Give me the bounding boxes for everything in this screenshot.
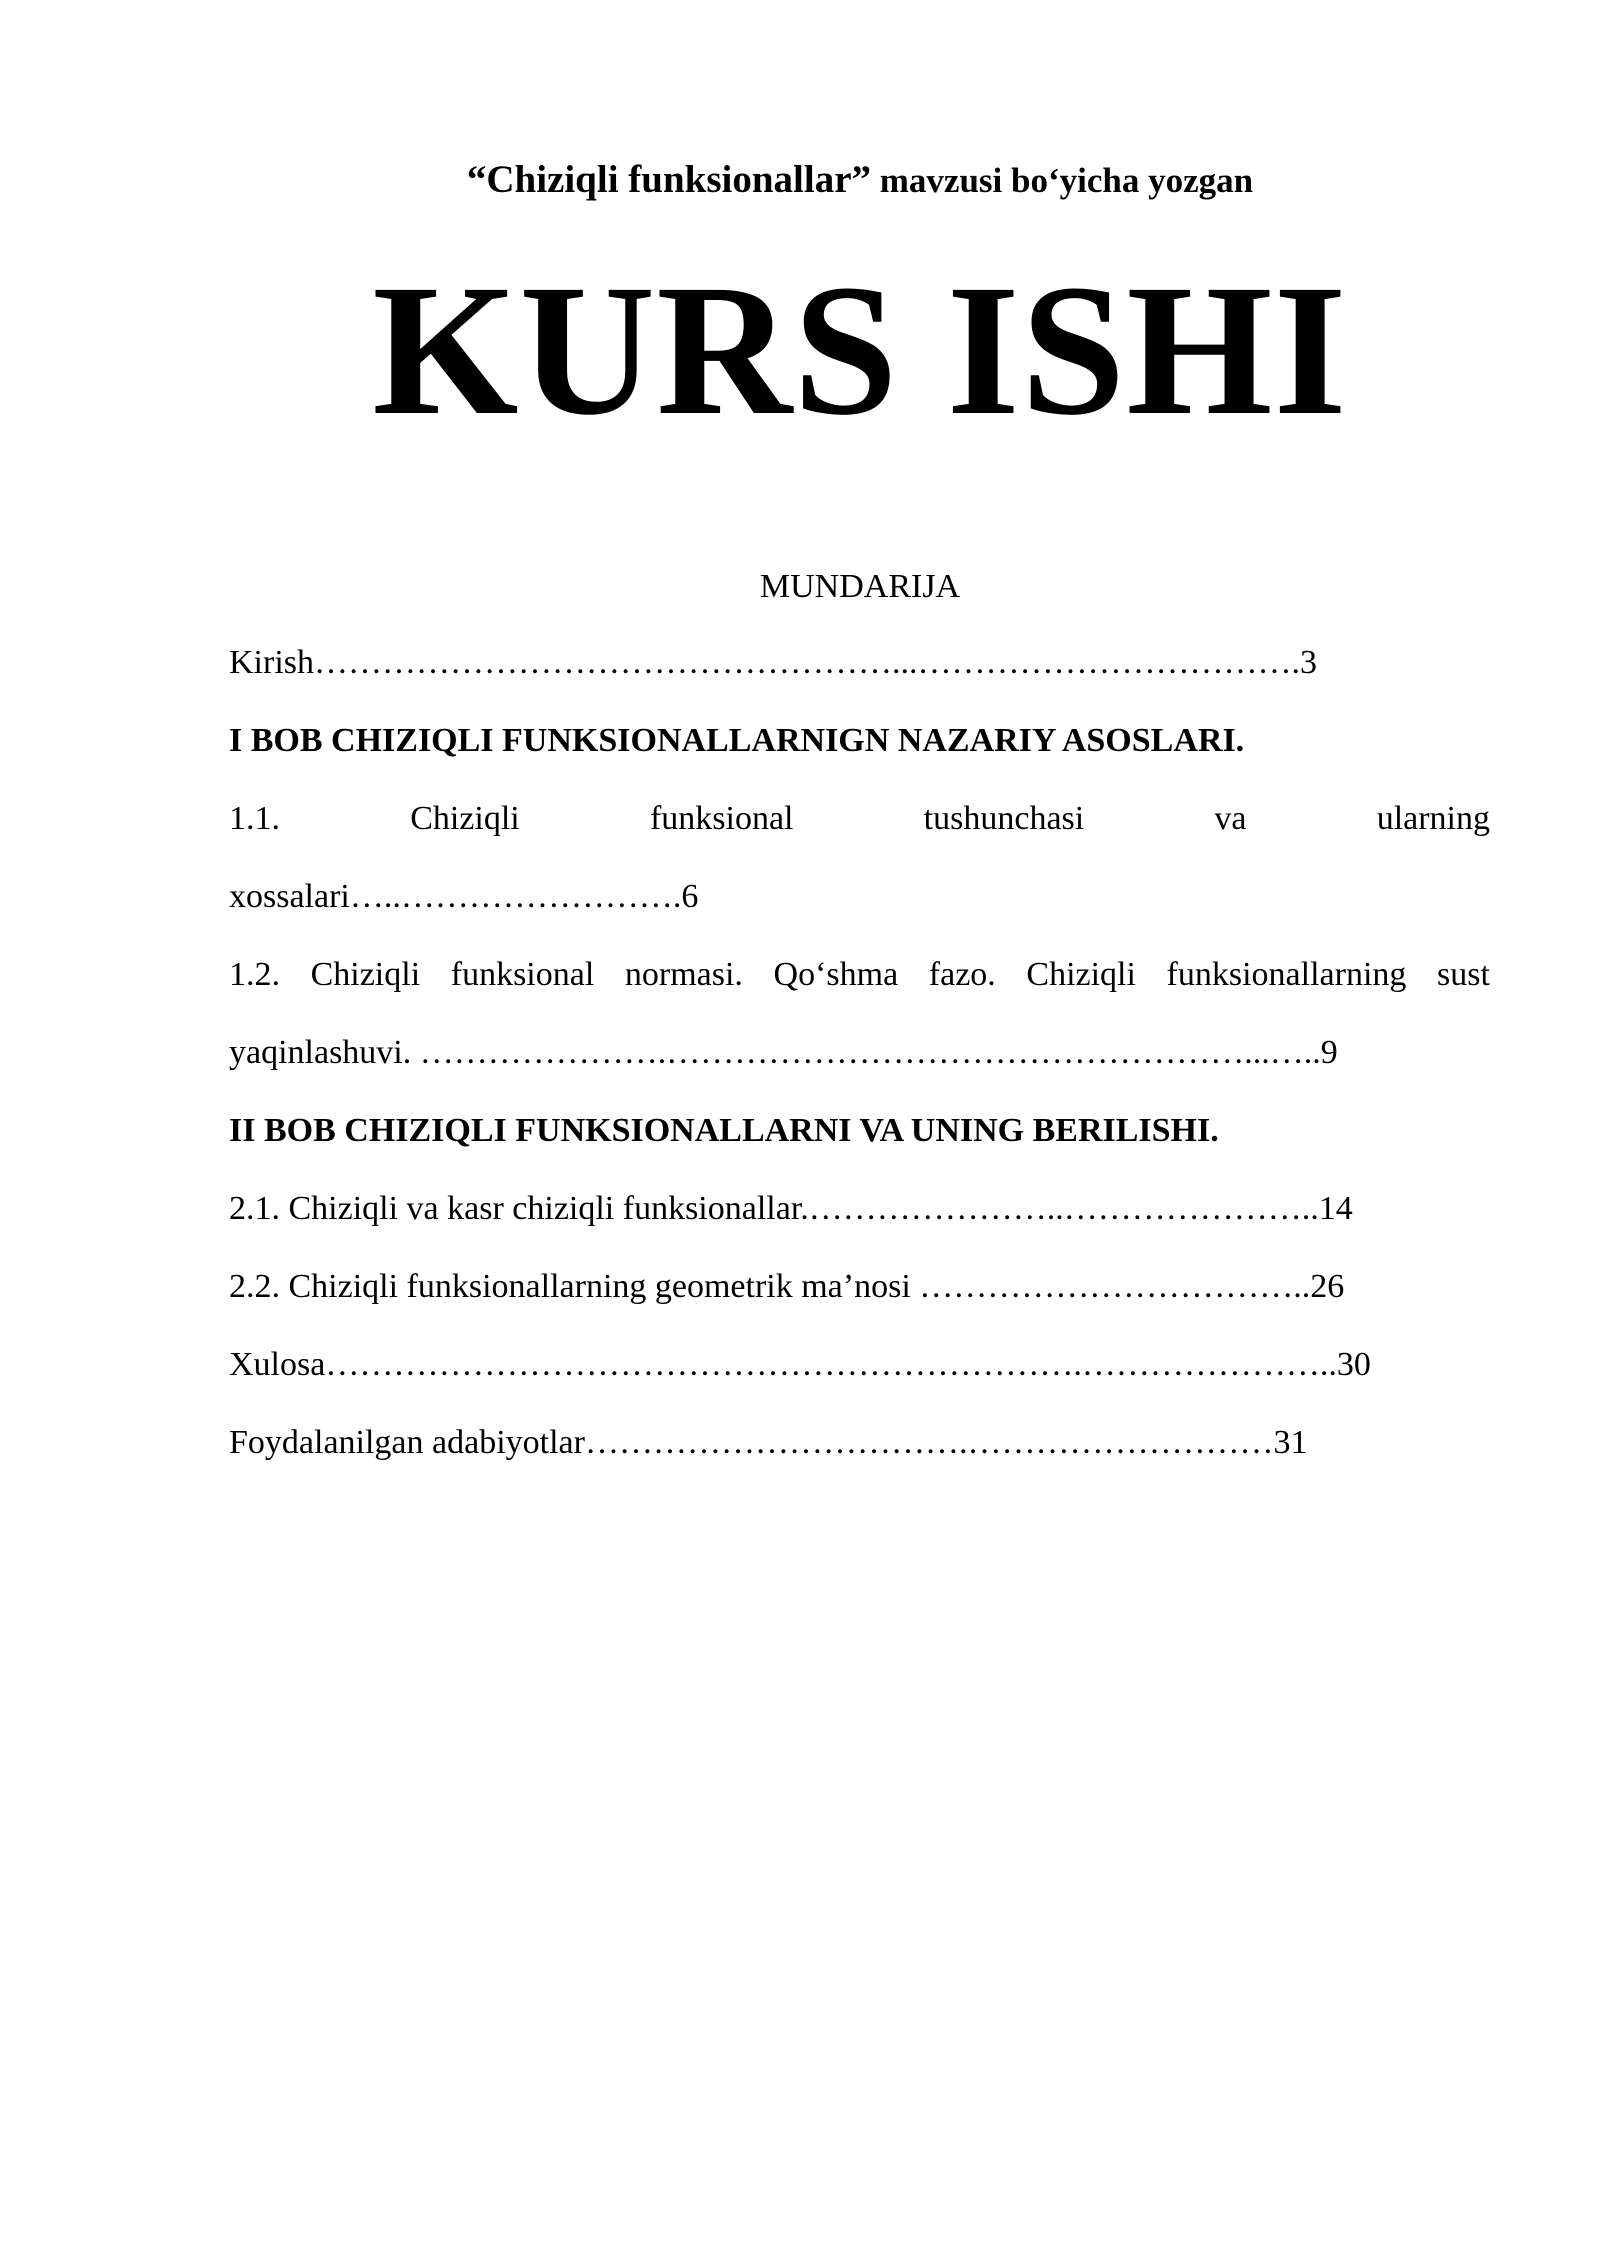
toc-entry-1-1-continued: xossalari…..…………………….6: [229, 878, 699, 915]
topic-title: “Chiziqli funksionallar”: [466, 158, 872, 201]
toc-entry-2-2: 2.2. Chiziqli funksionallarning geometrik ma’nosi ……………………………..26: [229, 1268, 1345, 1305]
toc-word: Chiziqli: [1026, 956, 1136, 993]
toc-heading: MUNDARIJA: [759, 568, 961, 605]
toc-entry-conclusion: Xulosa………………………………………………………….…………………..30: [229, 1346, 1371, 1383]
toc-word: Chiziqli: [310, 956, 421, 993]
toc-word: 1.2.: [229, 956, 280, 993]
toc-entry-1-2-continued: yaqinlashuvi. ………………….……………………………………………...…..9: [229, 1034, 1338, 1071]
toc-word: funksional: [450, 956, 595, 993]
document-title: KURS ISHI: [372, 245, 1348, 454]
toc-word: tushunchasi: [923, 800, 1085, 837]
toc-word: Qo‘shma: [773, 956, 899, 993]
toc-word: ularning: [1376, 800, 1490, 837]
toc-entry-introduction: Kirish……………………………………………...…………………………….3: [229, 644, 1317, 681]
toc-entry-1-2: [229, 950, 1490, 1028]
toc-entry-2-1: 2.1. Chiziqli va kasr chiziqli funksionallar.…………………..…………………..14: [229, 1190, 1353, 1227]
toc-chapter-2-heading: II BOB CHIZIQLI FUNKSIONALLARNI VA UNING BERILISHI.: [229, 1112, 1219, 1149]
topic-suffix: mavzusi bo‘yicha yozgan: [871, 161, 1254, 200]
toc-word: funksionallarning: [1166, 956, 1407, 993]
toc-word: normasi.: [624, 956, 743, 993]
toc-word: sust: [1436, 956, 1490, 993]
toc-word: funksional: [649, 800, 794, 837]
topic-line: [0, 155, 1600, 213]
toc-word: va: [1214, 800, 1247, 837]
table-of-contents: [229, 638, 1490, 1496]
toc-word: Chiziqli: [410, 800, 520, 837]
toc-word: fazo.: [928, 956, 996, 993]
toc-chapter-1-heading: I BOB CHIZIQLI FUNKSIONALLARNIGN NAZARIY ASOSLARI.: [229, 722, 1245, 759]
toc-entry-references: Foydalanilgan adabiyotlar…………………………….………………………31: [229, 1424, 1308, 1461]
toc-word: 1.1.: [229, 800, 280, 837]
toc-entry-1-1: [229, 794, 1490, 872]
